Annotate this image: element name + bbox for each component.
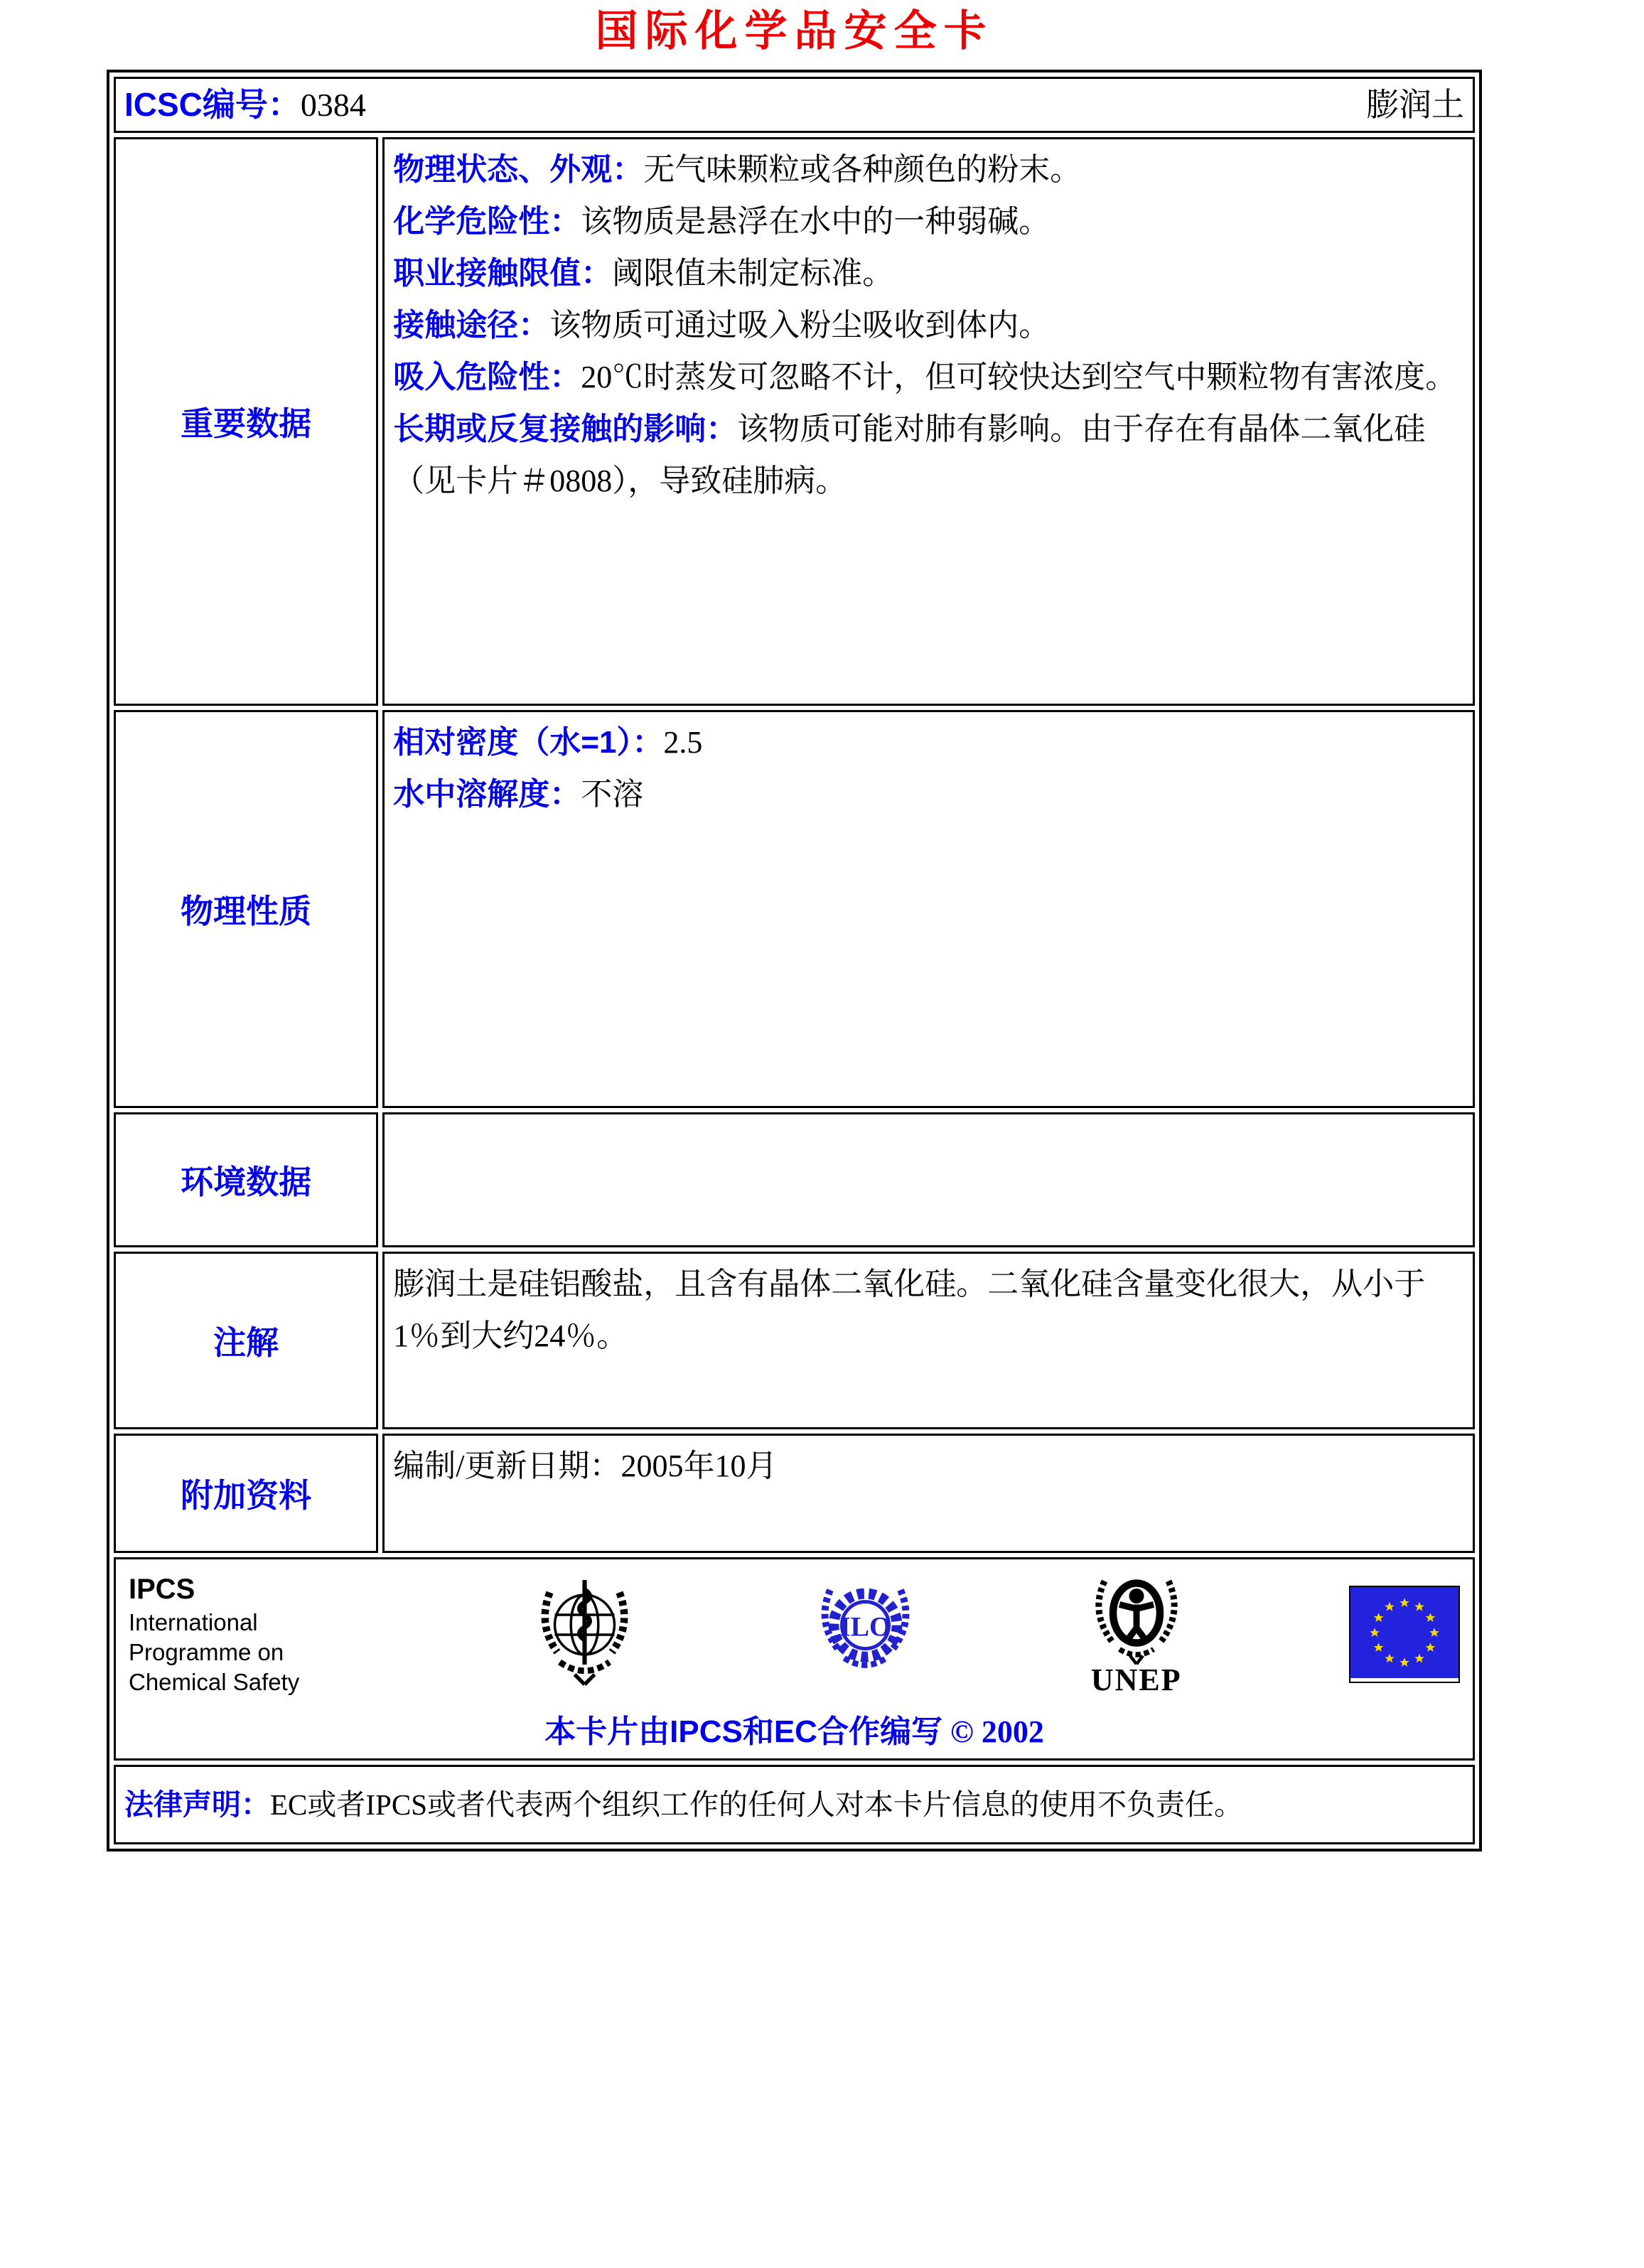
svg-text:ILO: ILO xyxy=(839,1611,891,1643)
important-item: 物理状态、外观：无气味颗粒或各种颜色的粉末。 xyxy=(393,152,1082,187)
important-item: 化学危险性：该物质是悬浮在水中的一种弱碱。 xyxy=(393,204,1051,239)
notes-row xyxy=(114,1252,1475,1429)
icsc-number-value: 0384 xyxy=(300,87,366,123)
notes-content: 膨润土是硅铝酸盐，且含有晶体二氧化硅。二氧化硅含量变化很大，从小于1％到大约24％。 xyxy=(382,1252,1475,1429)
important-data-row xyxy=(114,137,1475,706)
important-item: 职业接触限值：阈限值未制定标准。 xyxy=(393,256,894,291)
notes-section-label: 注解 xyxy=(114,1252,378,1429)
physical-properties-section-label: 物理性质 xyxy=(114,710,378,1108)
environmental-data-content xyxy=(382,1112,1475,1247)
logos-row xyxy=(114,1557,1475,1761)
unep-logo-icon xyxy=(1083,1572,1190,1696)
icsc-card-page xyxy=(107,9,1482,1852)
ilo-logo-icon xyxy=(807,1574,924,1694)
environmental-data-row xyxy=(114,1112,1475,1247)
important-item: 接触途径：该物质可通过吸入粉尘吸收到体内。 xyxy=(393,308,1051,343)
who-logo-icon xyxy=(522,1570,647,1698)
icsc-number-field xyxy=(124,83,366,127)
icsc-card-table xyxy=(107,70,1482,1852)
physical-properties-row xyxy=(114,710,1475,1108)
additional-info-content: 编制/更新日期：2005年10月 xyxy=(382,1434,1475,1553)
legal-notice: 法律声明：EC或者IPCS或者代表两个组织工作的任何人对本卡片信息的使用不负责任。 xyxy=(124,1788,1243,1821)
header-row xyxy=(114,77,1475,133)
environmental-data-section-label: 环境数据 xyxy=(114,1112,378,1247)
physical-item: 相对密度（水=1）：2.5 xyxy=(393,725,703,760)
ipcs-text-block: IPCS International Programme on Chemical Safety xyxy=(129,1571,363,1697)
cooperation-caption: 本卡片由IPCS和EC合作编写 © 2002 xyxy=(544,1714,1044,1749)
page-title: 国际化学品安全卡 xyxy=(595,7,994,55)
additional-info-section-label: 附加资料 xyxy=(114,1434,378,1553)
legal-notice-row xyxy=(114,1765,1475,1844)
eu-flag-icon xyxy=(1349,1586,1460,1683)
ipcs-acronym: IPCS xyxy=(129,1574,195,1605)
chemical-name: 膨润土 xyxy=(1366,86,1464,123)
unep-label: UNEP xyxy=(1090,1662,1182,1697)
additional-info-row xyxy=(114,1434,1475,1553)
important-item: 吸入危险性：20℃时蒸发可忽略不计，但可较快达到空气中颗粒物有害浓度。 xyxy=(393,360,1457,394)
important-item: 长期或反复接触的影响：该物质可能对肺有影响。由于存在有晶体二氧化硅（见卡片＃0808），导致硅肺病。 xyxy=(393,412,1426,498)
icsc-number-label: ICSC编号： xyxy=(124,86,301,123)
physical-properties-content xyxy=(382,710,1475,1108)
legal-notice-label: 法律声明： xyxy=(124,1788,270,1821)
important-data-section-label: 重要数据 xyxy=(114,137,378,706)
physical-item: 水中溶解度：不溶 xyxy=(393,777,644,812)
important-data-content xyxy=(382,137,1475,706)
